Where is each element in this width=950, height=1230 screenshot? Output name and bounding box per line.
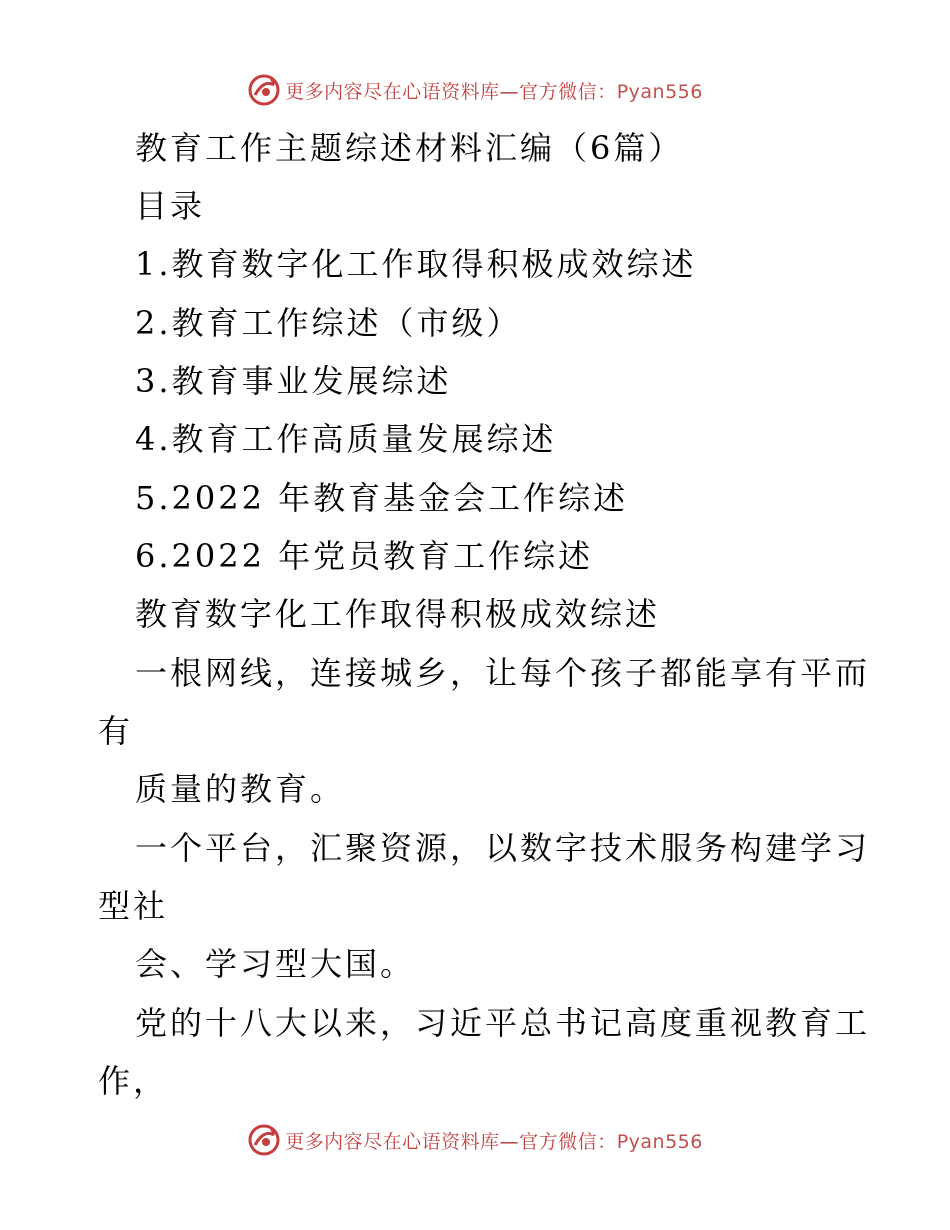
wechat-id: Pyan556 xyxy=(616,1130,703,1153)
header-watermark-banner xyxy=(0,68,950,112)
toc-item: 2.教育工作综述（市级） xyxy=(135,304,522,342)
paragraph-line: 一个平台，汇聚资源，以数字技术服务构建学习 xyxy=(135,829,871,867)
brand-text: 更多内容尽在心语资料库 xyxy=(285,80,500,103)
separator: — xyxy=(499,80,520,103)
header-watermark-text xyxy=(285,77,703,104)
paragraph-line: 型社 xyxy=(98,887,169,925)
paragraph-line: 作， xyxy=(98,1062,169,1100)
paragraph-line: 有 xyxy=(98,712,134,750)
paragraph-line: 质量的教育。 xyxy=(135,770,346,808)
wechat-id: Pyan556 xyxy=(616,80,703,103)
toc-item: 3.教育事业发展综述 xyxy=(135,362,452,400)
section-title: 教育数字化工作取得积极成效综述 xyxy=(135,595,661,633)
wechat-label: 官方微信： xyxy=(519,1130,617,1153)
document-title: 教育工作主题综述材料汇编（6篇） xyxy=(135,129,684,167)
footer-watermark-banner xyxy=(0,1118,950,1162)
paragraph-line: 党的十八大以来，习近平总书记高度重视教育工 xyxy=(135,1004,871,1042)
toc-item: 4.教育工作高质量发展综述 xyxy=(135,420,557,458)
red-seal-logo-icon xyxy=(247,73,281,107)
paragraph-line: 会、学习型大国。 xyxy=(135,945,416,983)
footer-watermark-text xyxy=(285,1127,703,1154)
toc-item: 6.2022 年党员教育工作综述 xyxy=(135,537,594,575)
toc-item: 5.2022 年教育基金会工作综述 xyxy=(135,479,629,517)
separator: — xyxy=(499,1130,520,1153)
wechat-label: 官方微信： xyxy=(519,80,617,103)
brand-text: 更多内容尽在心语资料库 xyxy=(285,1130,500,1153)
toc-item: 1.教育数字化工作取得积极成效综述 xyxy=(135,245,697,283)
toc-heading: 目录 xyxy=(135,187,206,225)
paragraph-line: 一根网线，连接城乡，让每个孩子都能享有平而 xyxy=(135,654,871,692)
red-seal-logo-icon xyxy=(247,1123,281,1157)
